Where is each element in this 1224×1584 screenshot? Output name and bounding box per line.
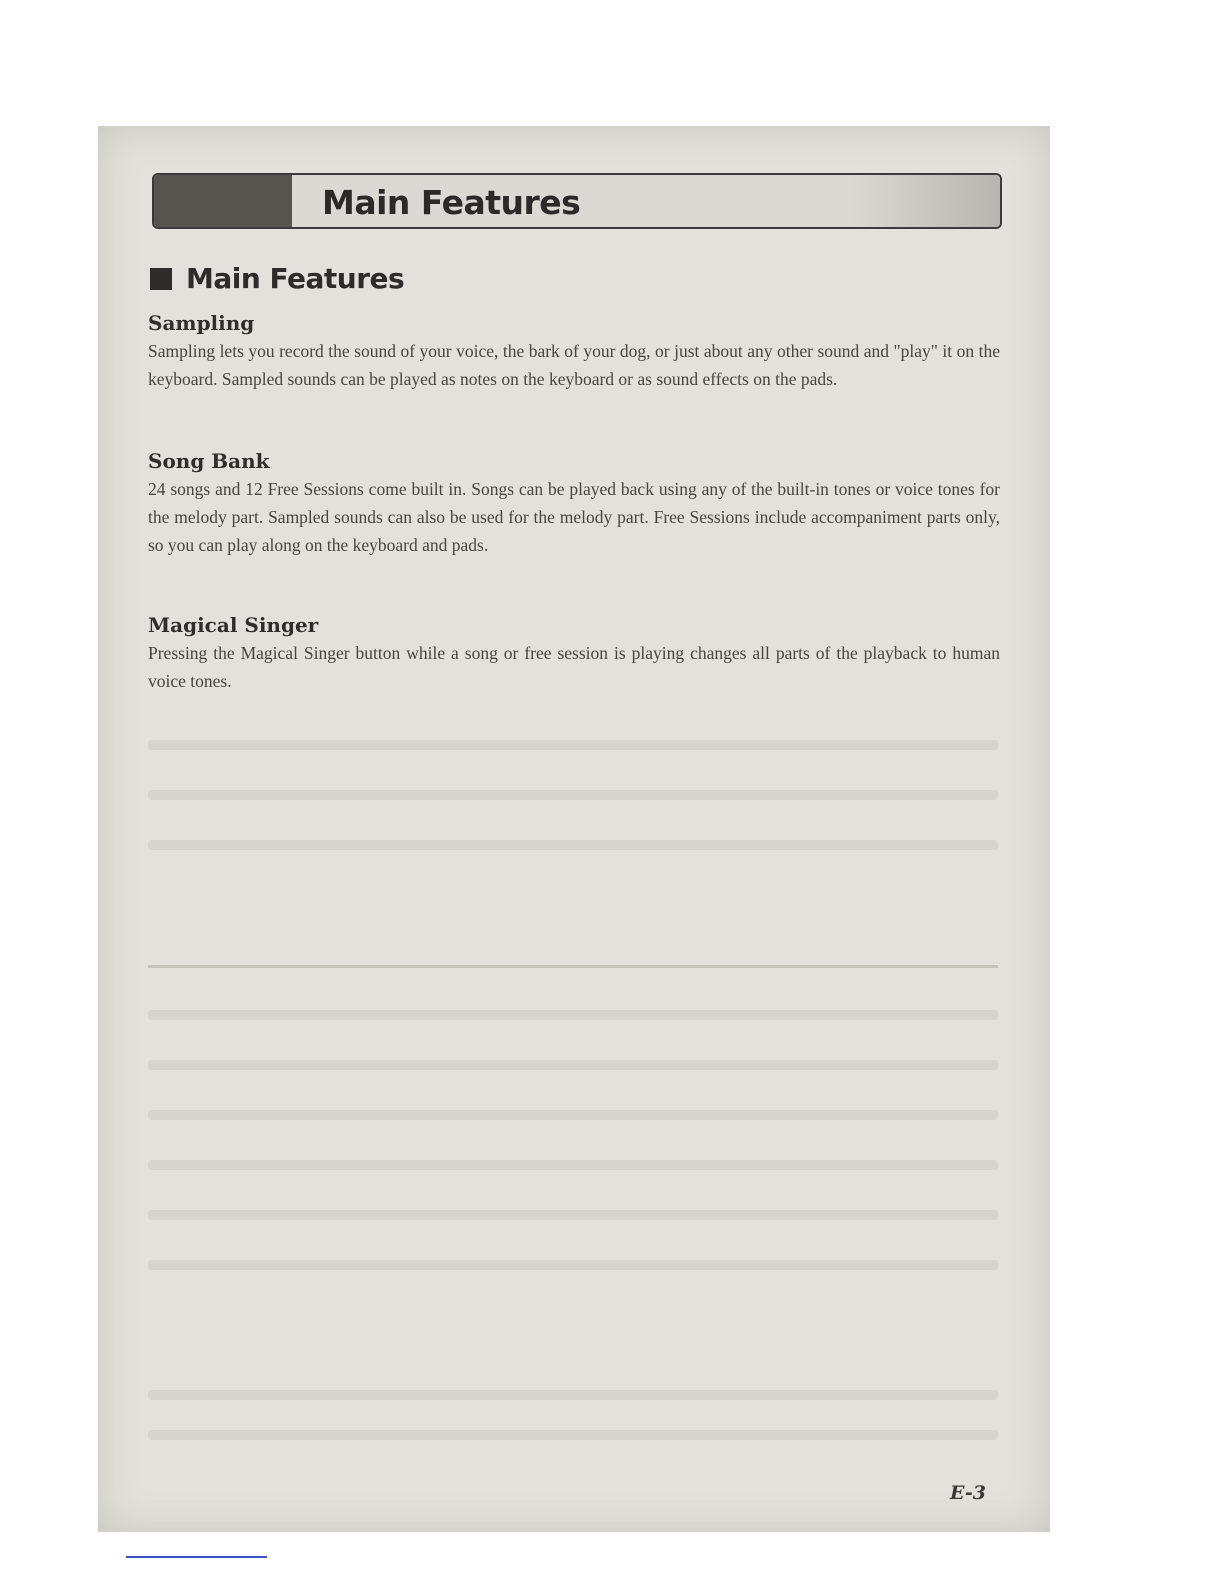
bleed-through-line xyxy=(148,1260,998,1270)
bleed-through-line xyxy=(148,790,998,800)
section-heading xyxy=(150,262,404,295)
header-shade xyxy=(850,175,1000,227)
bleed-through-line xyxy=(148,1160,998,1170)
bleed-through-line xyxy=(148,1430,998,1440)
header-dark-tab xyxy=(154,175,292,227)
page-number: E-3 xyxy=(950,1482,986,1504)
bleed-through-line xyxy=(148,1210,998,1220)
feature-title: Sampling xyxy=(148,311,255,335)
bleed-through-line xyxy=(148,1060,998,1070)
feature-body: Pressing the Magical Singer button while a song or free session is playing changes all parts of the playback to human voice tones. xyxy=(148,643,1000,691)
feature-title: Magical Singer xyxy=(148,613,319,637)
square-bullet-icon xyxy=(150,268,172,290)
bleed-through-line xyxy=(148,740,998,750)
bleed-through-rule xyxy=(148,965,998,968)
chapter-title: Main Features xyxy=(322,183,581,222)
footer-link-underline xyxy=(126,1556,267,1558)
feature-body: Sampling lets you record the sound of your voice, the bark of your dog, or just about any other sound and "play" it on the keyboard. Sampled sounds can be played as notes on the keyboard or as sound effects on the pads. xyxy=(148,341,1000,389)
feature-magical-singer xyxy=(148,613,1000,695)
bleed-through-line xyxy=(148,1110,998,1120)
feature-song-bank xyxy=(148,449,1000,559)
section-heading-text: Main Features xyxy=(186,262,405,295)
feature-title: Song Bank xyxy=(148,449,270,473)
bleed-through-line xyxy=(148,1390,998,1400)
feature-body: 24 songs and 12 Free Sessions come built in. Songs can be played back using any of the built-in tones or voice tones for the melody part. Sampled sounds can also be used for the melody part. Free Sessions include accompaniment parts only, so you can play along on the keyboard and pads. xyxy=(148,479,1000,555)
feature-sampling xyxy=(148,311,1000,393)
bleed-through-line xyxy=(148,1010,998,1020)
bleed-through-line xyxy=(148,840,998,850)
chapter-header-bar xyxy=(152,173,1002,229)
